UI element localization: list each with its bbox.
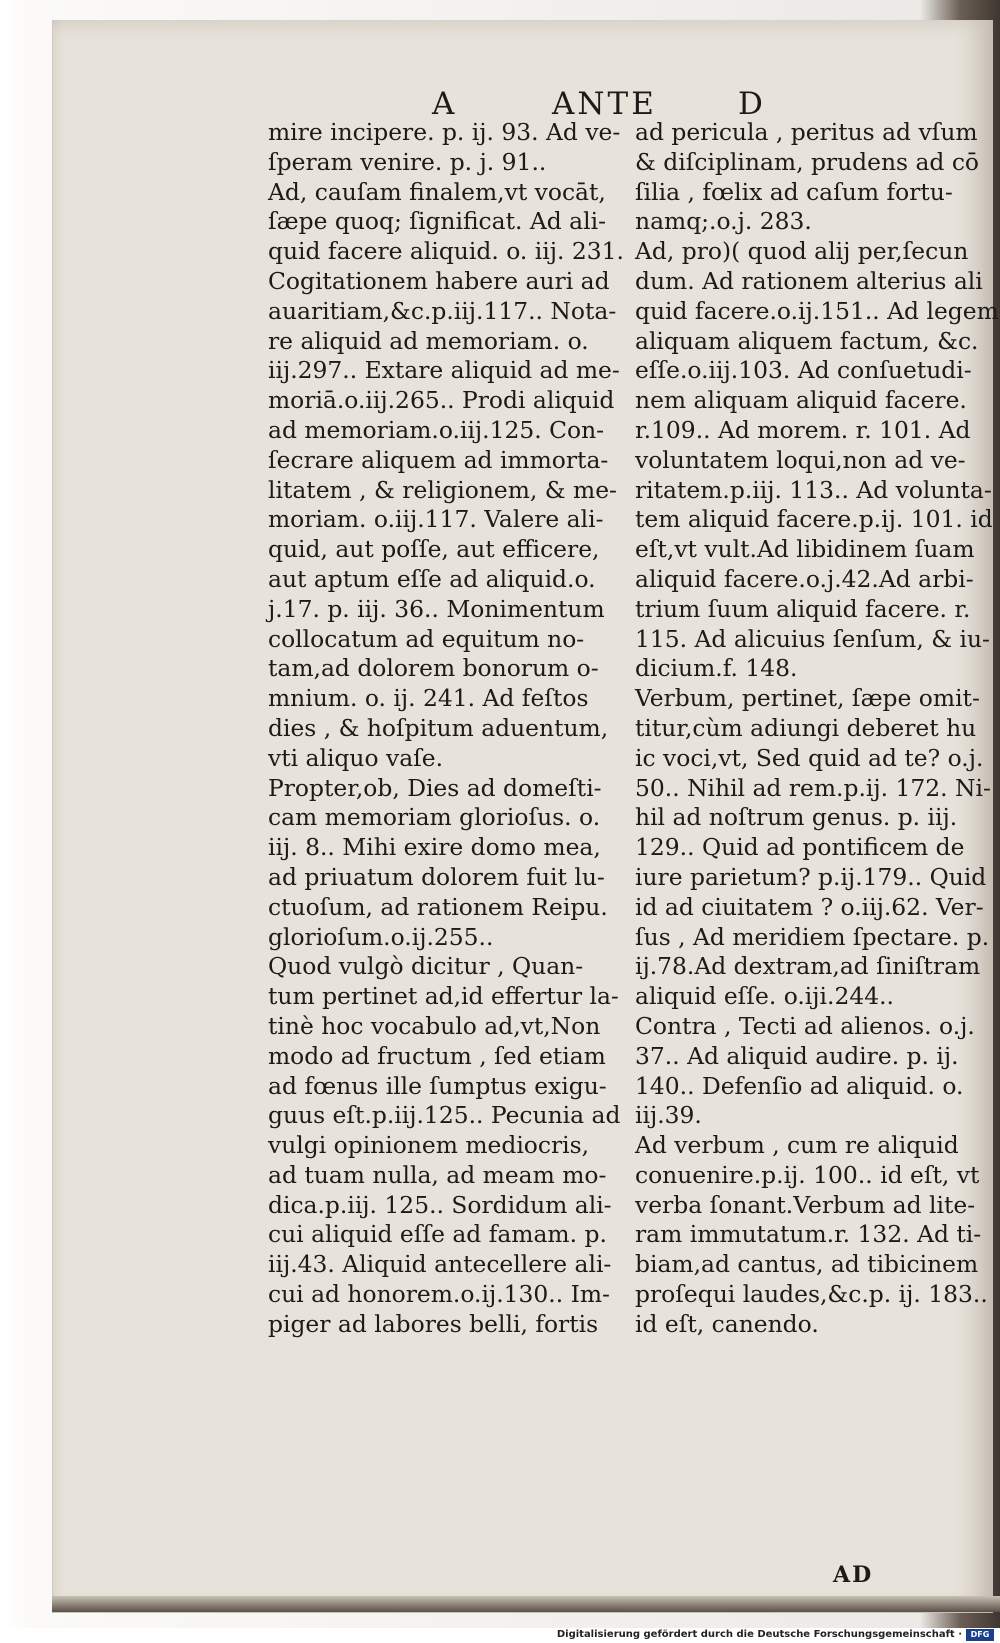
text-line: quid, aut poſſe, aut efficere,: [268, 535, 600, 564]
text-line: tum pertinet ad,id effertur la-: [268, 982, 619, 1011]
text-line: ij.78.Ad dextram,ad ſiniſtram: [635, 952, 981, 981]
text-line: aut aptum eſſe ad aliquid.o.: [268, 564, 596, 593]
text-line: verba ſonant.Verbum ad lite-: [635, 1190, 976, 1219]
text-line: ad pericula , peritus ad vſum: [635, 118, 978, 146]
text-line: titur,cùm adiungi deberet hu: [635, 713, 977, 742]
text-line: iij. 8.. Mihi exire domo mea,: [268, 833, 601, 862]
text-line: 37.. Ad aliquid audire. p. ij.: [635, 1041, 959, 1070]
text-line: Contra , Tecti ad alienos. o.j.: [635, 1011, 975, 1040]
text-line: Quod vulgò dicitur , Quan-: [268, 952, 584, 981]
text-line: ad priuatum dolorem fuit lu-: [268, 862, 605, 891]
text-line: piger ad labores belli, fortis: [268, 1309, 599, 1338]
text-line: glorioſum.o.ij.255..: [268, 922, 494, 951]
text-line: re aliquid ad memoriam. o.: [268, 326, 589, 355]
text-line: tem aliquid facere.p.ij. 101. id: [635, 505, 993, 534]
text-line: eſſe.o.iij.103. Ad conſuetudi-: [635, 356, 972, 385]
text-line: dica.p.iij. 125.. Sordidum ali-: [268, 1190, 612, 1219]
text-line: dicium.f. 148.: [635, 654, 798, 683]
text-line: guus eſt.p.iij.125.. Pecunia ad: [268, 1101, 621, 1130]
text-line: 115. Ad alicuius ſenſum, & iu-: [635, 624, 990, 653]
text-line: iij.39.: [635, 1101, 702, 1130]
text-line: ctuoſum, ad rationem Reipu.: [268, 892, 608, 921]
text-line: dum. Ad rationem alterius ali: [635, 266, 983, 295]
text-line: 140.. Defenſio ad aliquid. o.: [635, 1071, 964, 1100]
page-bottom-edge: [52, 1596, 1000, 1612]
text-line: ſæpe quoq; ſignificat. Ad ali-: [268, 207, 606, 236]
text-line: moriam. o.iij.117. Valere ali-: [268, 505, 604, 534]
header-center-word: ANTE: [552, 86, 657, 122]
left-text-column: [268, 118, 624, 1340]
text-line: vti aliquo vaſe.: [268, 743, 444, 772]
text-line: dies , & hoſpitum aduentum,: [268, 713, 609, 742]
text-line: auaritiam,&c.p.iij.117.. Nota-: [268, 296, 617, 325]
text-line: aliquam aliquem factum, &c.: [635, 326, 979, 355]
text-line: 129.. Quid ad pontificem de: [635, 833, 965, 862]
text-line: mire incipere. p. ij. 93. Ad ve-: [268, 118, 621, 146]
text-line: ſilia , fœlix ad caſum fortu-: [635, 177, 953, 206]
text-line: j.17. p. iij. 36.. Monimentum: [268, 594, 605, 623]
text-line: Ad, pro)( quod alij per,ſecun: [635, 237, 969, 266]
text-line: hil ad noſtrum genus. p. iij.: [635, 803, 958, 832]
text-line: moriā.o.iij.265.. Prodi aliquid: [268, 386, 615, 415]
text-line: ad memoriam.o.iij.125. Con-: [268, 415, 605, 444]
text-line: litatem , & religionem, & me-: [268, 475, 617, 504]
text-line: cui aliquid eſſe ad famam. p.: [268, 1220, 607, 1249]
text-line: quid facere.o.ij.151.. Ad legem: [635, 296, 999, 325]
text-line: r.109.. Ad morem. r. 101. Ad: [635, 415, 971, 444]
text-line: id ad ciuitatem ? o.iij.62. Ver-: [635, 892, 984, 921]
text-line: biam,ad cantus, ad tibicinem: [635, 1250, 979, 1279]
text-line: mnium. o. ij. 241. Ad feſtos: [268, 684, 589, 713]
text-line: trium ſuum aliquid facere. r.: [635, 594, 971, 623]
text-line: modo ad fructum , ſed etiam: [268, 1041, 606, 1070]
footer-credit: Digitalisierung gefördert durch die Deutsche Forschungsgemeinschaft ·: [556, 1629, 962, 1640]
text-line: quid facere aliquid. o. iij. 231.: [268, 237, 624, 266]
header-left-letter: A: [432, 86, 458, 122]
text-line: Ad, cauſam finalem,vt vocāt,: [268, 177, 606, 206]
text-line: namq;.o.j. 283.: [635, 207, 812, 236]
text-line: 50.. Nihil ad rem.p.ij. 172. Ni-: [635, 773, 991, 802]
text-line: Cogitationem habere auri ad: [268, 266, 610, 295]
text-line: iij.43. Aliquid antecellere ali-: [268, 1250, 612, 1279]
text-line: tinè hoc vocabulo ad,vt,Non: [268, 1011, 601, 1040]
text-line: vulgi opinionem mediocris,: [268, 1131, 590, 1160]
text-line: Verbum, pertinet, ſæpe omit-: [635, 684, 980, 713]
text-line: cui ad honorem.o.ij.130.. Im-: [268, 1280, 610, 1309]
text-line: collocatum ad equitum no-: [268, 624, 585, 653]
text-line: nem aliquam aliquid facere.: [635, 386, 967, 415]
text-line: ad fœnus ille ſumptus exigu-: [268, 1071, 607, 1100]
text-line: id eſt, canendo.: [635, 1309, 819, 1338]
text-line: eſt,vt vult.Ad libidinem ſuam: [635, 535, 975, 564]
text-line: Ad verbum , cum re aliquid: [635, 1131, 959, 1160]
text-line: ſus , Ad meridiem ſpectare. p.: [635, 922, 990, 951]
catchword: AD: [833, 1562, 874, 1588]
text-line: Propter,ob, Dies ad domeſti-: [268, 773, 602, 802]
text-line: proſequi laudes,&c.p. ij. 183..: [635, 1280, 988, 1309]
header-right-letter: D: [738, 86, 766, 122]
text-line: iure parietum? p.ij.179.. Quid: [635, 862, 987, 891]
text-line: aliquid facere.o.j.42.Ad arbi-: [635, 564, 974, 593]
text-line: conuenire.p.ij. 100.. id eſt, vt: [635, 1160, 980, 1189]
dfg-logo: DFG: [966, 1629, 994, 1641]
text-line: ritatem.p.iij. 113.. Ad volunta-: [635, 475, 992, 504]
text-line: & diſciplinam, prudens ad cō: [635, 147, 980, 176]
text-line: iij.297.. Extare aliquid ad me-: [268, 356, 620, 385]
text-line: aliquid eſſe. o.iji.244..: [635, 982, 894, 1011]
text-line: ram immutatum.r. 132. Ad ti-: [635, 1220, 982, 1249]
text-line: cam memoriam glorioſus. o.: [268, 803, 601, 832]
text-line: tam,ad dolorem bonorum o-: [268, 654, 599, 683]
right-text-column: [635, 118, 999, 1340]
text-line: ſperam venire. p. j. 91..: [268, 147, 547, 176]
text-line: ad tuam nulla, ad meam mo-: [268, 1160, 607, 1189]
text-line: ſecrare aliquem ad immorta-: [268, 445, 609, 474]
text-line: ic voci,vt, Sed quid ad te? o.j.: [635, 743, 984, 772]
text-line: voluntatem loqui,non ad ve-: [635, 445, 966, 474]
